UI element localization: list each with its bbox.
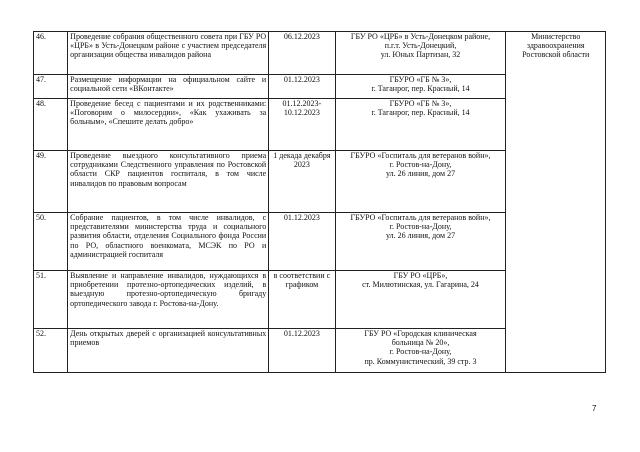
event-description: День открытых дверей с организацией консультативных приемов <box>68 329 269 373</box>
event-place <box>335 329 506 373</box>
place-line: г. Таганрог, пер. Красный, 14 <box>371 84 470 94</box>
place-line: ГБУРО «ГБ № 3», <box>389 75 452 84</box>
place-line: ул. 26 линия, дом 27 <box>385 231 456 241</box>
event-description: Собрание пациентов, в том числе инвалидов, с представителями министерства труда и социального развития области, отделения Социального фонда России по РО, областного военкомата, МСЭК по РО и администрацией госпиталя <box>68 213 269 271</box>
event-description: Проведение выездного консультативного приема сотрудниками Следственного управления по Ростовской области СКР пациентов госпиталя, в том числе инвалидов по правовым вопросам <box>68 151 269 213</box>
place-line: ГБУРО «Госпиталь для ветеранов войн», <box>350 213 491 222</box>
place-line: ГБУ РО «ЦРБ» в Усть-Донецком районе, <box>350 32 491 41</box>
place-line: ул. Юных Партизан, 32 <box>380 50 461 60</box>
event-date: 01.12.2023 <box>269 75 335 99</box>
place-line: ГБУ РО «Городская клиническая <box>364 329 477 338</box>
event-date: в соответствии с графиком <box>269 271 335 329</box>
place-line: г. Таганрог, пер. Красный, 14 <box>371 108 470 118</box>
event-place <box>335 271 506 329</box>
events-table <box>33 31 606 373</box>
place-line: ГБУ РО «ЦРБ», <box>393 271 448 280</box>
event-description: Размещение информации на официальном сайте и социальной сети «ВКонтакте» <box>68 75 269 99</box>
responsible-line: Ростовской области <box>522 50 590 60</box>
event-place <box>335 99 506 151</box>
page-number: 7 <box>592 404 597 413</box>
place-line: г. Ростов-на-Дону, <box>389 160 452 170</box>
row-number: 52. <box>34 329 68 373</box>
event-description: Проведение собрания общественного совета при ГБУ РО «ЦРБ» в Усть-Донецком районе с участием председателя организации общества инвалидов района <box>68 32 269 75</box>
event-date: 01.12.2023 <box>269 213 335 271</box>
event-place <box>335 75 506 99</box>
row-number: 50. <box>34 213 68 271</box>
event-date: 01.12.2023-10.12.2023 <box>269 99 335 151</box>
responsible-line: здравоохранения <box>526 41 585 51</box>
place-line: г. Ростов-на-Дону, <box>389 222 452 232</box>
place-line: ул. 26 линия, дом 27 <box>385 169 456 179</box>
responsible-line: Министерство <box>531 32 581 41</box>
event-description: Выявление и направление инвалидов, нуждающихся в приобретении протезно-ортопедических изделий, в выездную протезно-ортопедическую бригаду ортопедического завода г. Ростова-на-Дону. <box>68 271 269 329</box>
row-number: 49. <box>34 151 68 213</box>
place-line: ГБУРО «ГБ № 3», <box>389 99 452 108</box>
event-place <box>335 151 506 213</box>
row-number: 51. <box>34 271 68 329</box>
row-number: 47. <box>34 75 68 99</box>
responsible-organization <box>506 32 606 373</box>
row-number: 46. <box>34 32 68 75</box>
place-line: ст. Милютинская, ул. Гагарина, 24 <box>362 280 479 290</box>
table-row <box>34 32 606 75</box>
place-line: г. Ростов-на-Дону, <box>389 347 452 357</box>
place-line: п.г.т. Усть-Донецкий, <box>384 41 457 51</box>
event-place <box>335 32 506 75</box>
place-line: больница № 20», <box>391 338 450 348</box>
row-number: 48. <box>34 99 68 151</box>
event-date: 06.12.2023 <box>269 32 335 75</box>
event-description: Проведение бесед с пациентами и их родственниками: «Поговорим о милосердии», «Как ухаживать за больным», «Спешите делать добро» <box>68 99 269 151</box>
place-line: ГБУРО «Госпиталь для ветеранов войн», <box>350 151 491 160</box>
place-line: пр. Коммунистический, 39 стр. 3 <box>364 356 477 366</box>
event-date: 1 декада декабря 2023 <box>269 151 335 213</box>
event-date: 01.12.2023 <box>269 329 335 373</box>
event-place <box>335 213 506 271</box>
